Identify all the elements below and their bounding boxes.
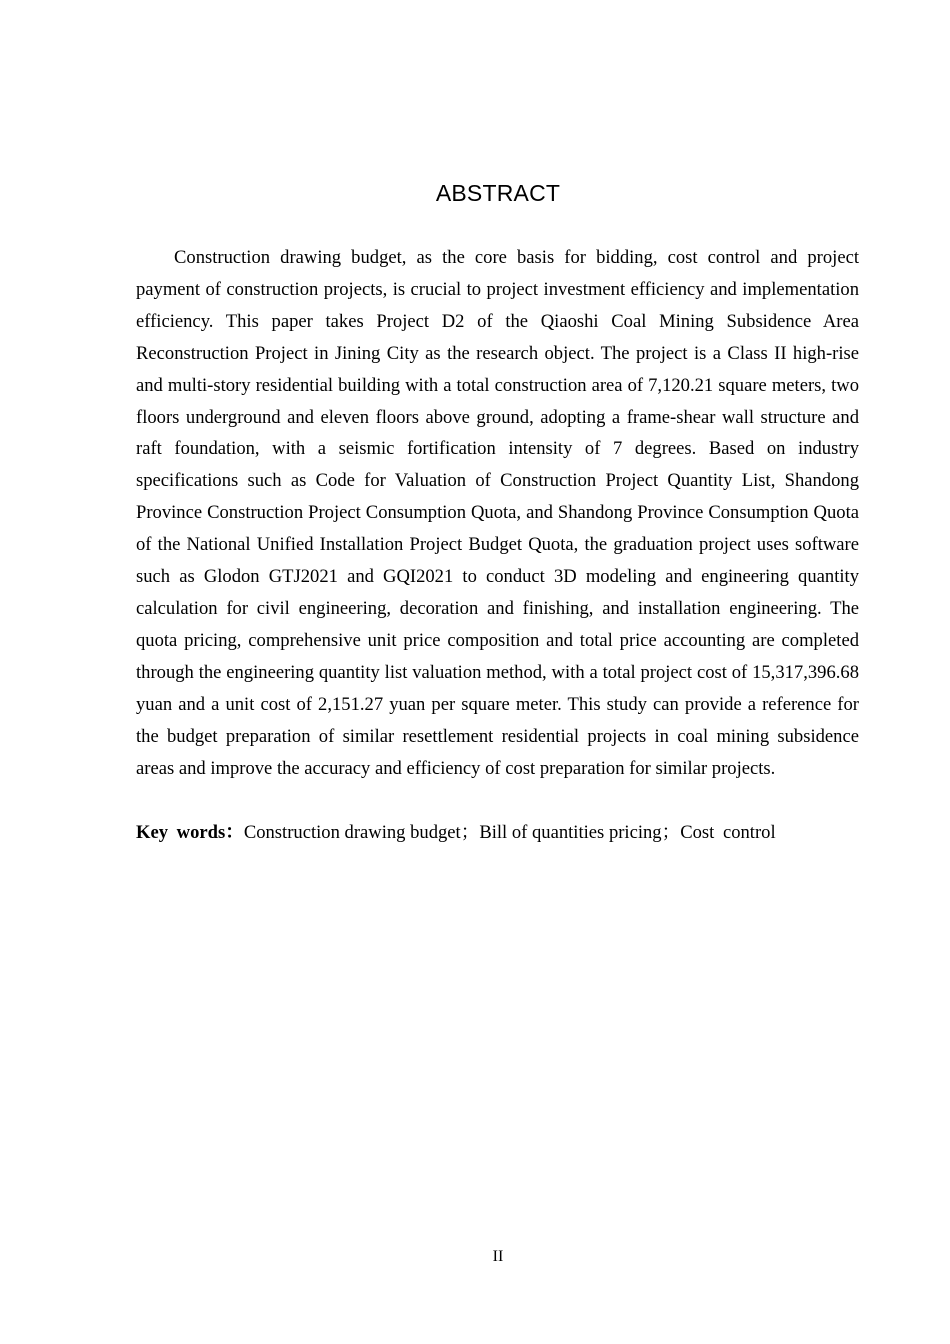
keywords-label: Key words：: [136, 822, 244, 843]
abstract-title: ABSTRACT: [435, 180, 561, 206]
keyword-item: Bill of quantities pricing；: [479, 822, 681, 843]
keywords-line: [136, 817, 859, 849]
keyword-item: Construction drawing budget；: [243, 822, 480, 843]
abstract-paragraph: Construction drawing budget, as the core basis for bidding, cost control and project payment of construction projects, is crucial to project investment efficiency and implementation efficiency. This paper takes Project D2 of the Qiaoshi Coal Mining Subsidence Area Reconstruction Project in Jining City as the research object. The project is a Class II high-rise and multi-story residential building with a total construction area of 7,120.21 square meters, two floors underground and eleven floors above ground, adopting a frame-shear wall structure and raft foundation, with a seismic fortification intensity of 7 degrees. Based on industry specifications such as Code for Valuation of Construction Project Quantity List, Shandong Province Construction Project Consumption Quota, and Shandong Province Consumption Quota of the National Unified Installation Project Budget Quota, the graduation project uses software such as Glodon GTJ2021 and GQI2021 to conduct 3D modeling and engineering quantity calculation for civil engineering, decoration and finishing, and installation engineering. The quota pricing, comprehensive unit price composition and total price accounting are completed through the engineering quantity list valuation method, with a total project cost of 15,317,396.68 yuan and a unit cost of 2,151.27 yuan per square meter. This study can provide a reference for the budget preparation of similar resettlement residential projects in coal mining subsidence areas and improve the accuracy and efficiency of cost preparation for similar projects.: [136, 247, 859, 779]
keyword-item: Cost control: [680, 822, 776, 843]
page-number: II: [492, 1248, 504, 1265]
